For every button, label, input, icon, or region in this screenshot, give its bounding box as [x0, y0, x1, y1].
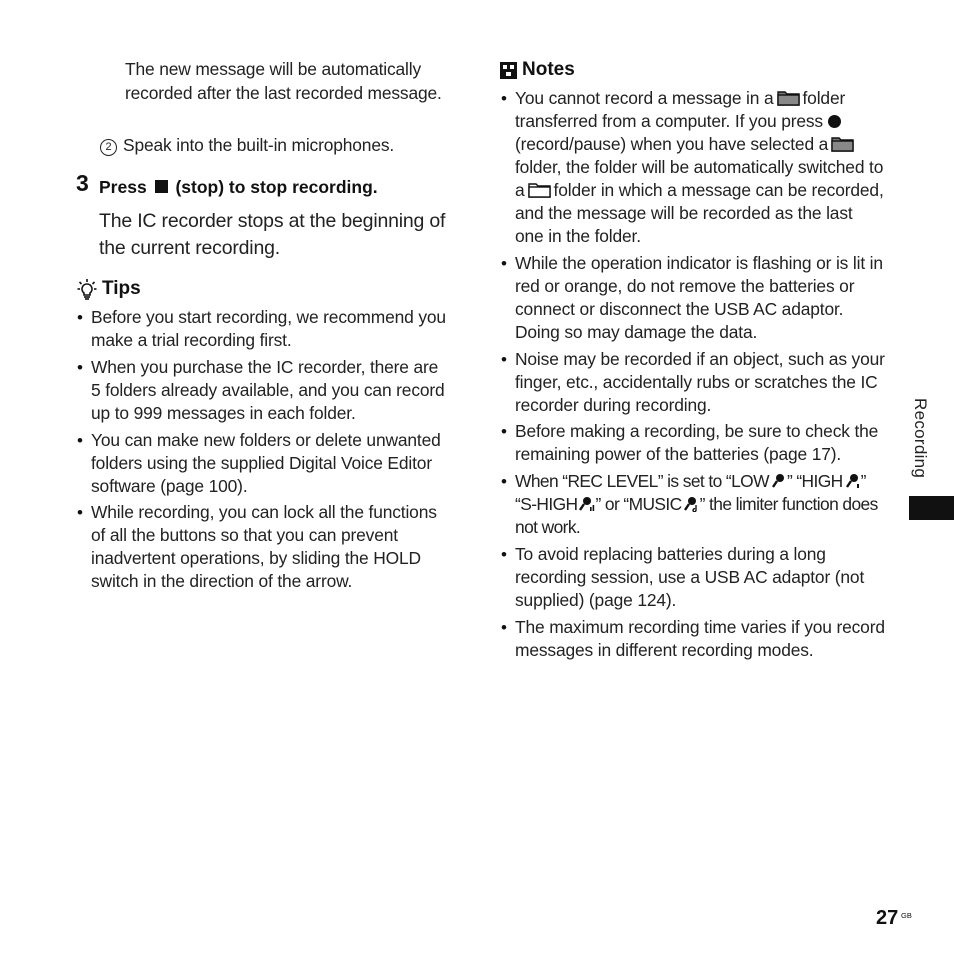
tip-text: While recording, you can lock all the functions of all the buttons so that you can prevent inadvertent operations, by sliding the HOLD switch in the direction of the arrow. — [91, 502, 437, 592]
step-body: The IC recorder stops at the beginning of the current recording. — [99, 210, 446, 259]
note-text: The maximum recording time varies if you record messages in different recording modes. — [515, 616, 885, 660]
tips-title: Tips — [102, 278, 141, 299]
note-text: While the operation indicator is flashing or is lit in red or orange, do not remove the batteries or connect or disconnect the USB AC adaptor. Doing so may damage the data. — [515, 252, 883, 342]
notes-icon — [500, 62, 517, 79]
microphone-level-icon — [845, 472, 861, 488]
list-item: • The maximum recording time varies if you record messages in different recording modes. — [501, 616, 885, 660]
microphone-level-icon — [579, 495, 595, 511]
note-text: ” the limiter function does not work. — [515, 494, 878, 538]
folder-icon — [777, 90, 800, 106]
step-heading — [99, 177, 378, 198]
step-heading-rest: (stop) to stop recording. — [175, 177, 378, 197]
notes-title: Notes — [522, 59, 575, 80]
folder-icon — [831, 136, 854, 152]
list-item: • While recording, you can lock all the functions of all the buttons so that you can prevent inadvertent operations, by sliding the HOLD switch in the direction of the arrow. — [77, 502, 437, 592]
note-text: ” or “MUSIC — [595, 494, 682, 515]
tips-list — [77, 306, 451, 597]
list-item: • Noise may be recorded if an object, such as your finger, etc., accidentally rubs or scratches the IC recorder during recording. — [501, 348, 885, 415]
page-suffix: GB — [901, 911, 912, 920]
record-dot-icon — [828, 115, 841, 128]
substep-number: 2 — [100, 139, 117, 156]
lightbulb-icon — [76, 278, 98, 300]
note-text: When “REC LEVEL” is set to “LOW — [515, 471, 769, 492]
note-text: ” — [860, 471, 866, 492]
list-item: • To avoid replacing batteries during a long recording session, use a USB AC adaptor (not supplied) (page 124). — [501, 543, 865, 610]
tip-text: Before you start recording, we recommend you make a trial recording first. — [91, 307, 446, 350]
list-item: • Before making a recording, be sure to check the remaining power of the batteries (page 17). — [501, 421, 879, 465]
note-text: Before making a recording, be sure to check the remaining power of the batteries (page 17). — [515, 421, 879, 465]
list-item: • You cannot record a message in a folder transferred from a computer. If you press (record/pause) when you have selected a folder, the folder will be automatically switched to a folder in which a message can be recorded, and the message will be recorded as the last one in the folder. — [501, 88, 884, 246]
stop-square-icon — [155, 180, 168, 193]
list-item: • While the operation indicator is flashing or is lit in red or orange, do not remove the batteries or connect or disconnect the USB AC adaptor. Doing so may damage the data. — [501, 252, 883, 342]
note-text: You cannot record a message in a — [515, 88, 774, 108]
notes-list — [501, 87, 885, 666]
substep-2 — [100, 134, 460, 158]
microphone-level-icon — [771, 472, 787, 488]
step-number: 3 — [76, 170, 89, 196]
list-item: • When “REC LEVEL” is set to “LOW ” “HIGH ” “S-HIGH ” or “MUSIC ” the limiter function does not work. — [501, 471, 878, 538]
page-number: 27 — [876, 907, 899, 929]
notes-heading — [500, 59, 575, 81]
note-text: ” “HIGH — [786, 471, 843, 492]
note-text: folder transferred from a computer. If you press — [515, 88, 846, 131]
tip-text: When you purchase the IC recorder, there are 5 folders already available, and you can record up to 999 messages in each folder. — [91, 356, 445, 423]
tip-text: You can make new folders or delete unwanted folders using the supplied Digital Voice Editor software (page 100). — [91, 429, 441, 496]
list-item: • Before you start recording, we recommend you make a trial recording first. — [77, 307, 446, 350]
folder-icon — [528, 182, 551, 198]
intro-paragraph: The new message will be automatically recorded after the last recorded message. — [125, 59, 442, 103]
list-item: • When you purchase the IC recorder, there are 5 folders already available, and you can record up to 999 messages in each folder. — [77, 356, 445, 423]
microphone-level-icon — [684, 495, 700, 511]
note-text: “S-HIGH — [515, 494, 578, 515]
note-text: folder, the folder will be automatically switched to a — [515, 157, 884, 200]
note-text: To avoid replacing batteries during a long recording session, use a USB AC adaptor (not supplied) (page 124). — [515, 543, 865, 610]
note-text: Noise may be recorded if an object, such as your finger, etc., accidentally rubs or scratches the IC recorder during recording. — [515, 348, 885, 415]
substep-text: Speak into the built-in microphones. — [123, 135, 395, 155]
section-tab-marker — [909, 496, 954, 520]
section-side-label: Recording — [911, 398, 930, 479]
tips-heading — [76, 278, 141, 300]
note-text: (record/pause) when you have selected a — [515, 134, 829, 154]
step-heading-press: Press — [99, 177, 147, 197]
note-text: folder in which a message can be recorded, and the message will be recorded as the last one in the folder. — [515, 180, 884, 246]
list-item: • You can make new folders or delete unwanted folders using the supplied Digital Voice Editor software (page 100). — [77, 429, 441, 496]
